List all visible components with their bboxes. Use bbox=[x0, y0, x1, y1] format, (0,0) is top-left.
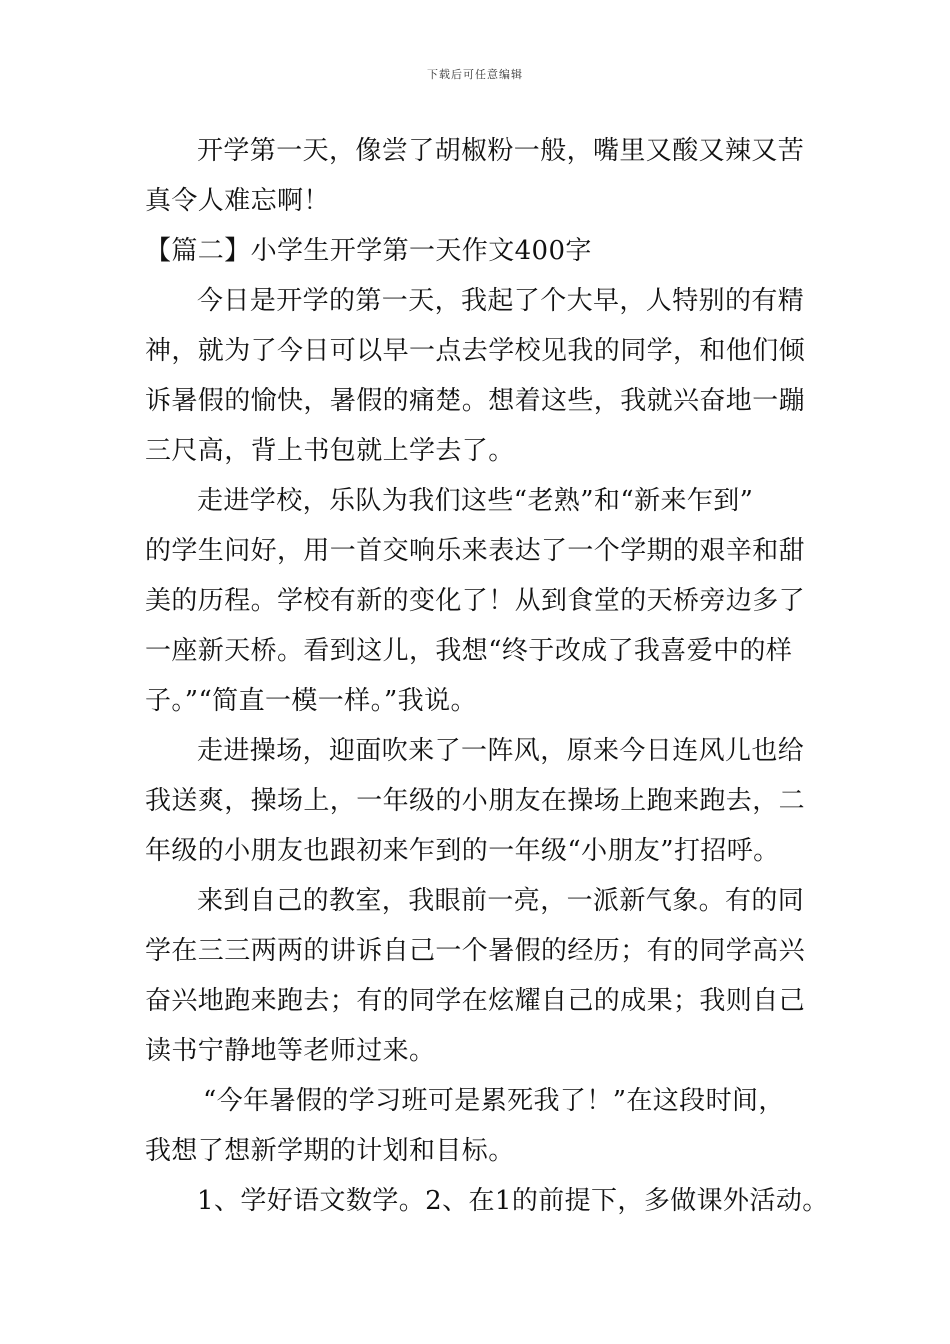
text-line: 读书宁静地等老师过来。 bbox=[145, 1036, 436, 1066]
text-line: 真令人难忘啊！ bbox=[145, 186, 330, 216]
text-line: 三尺高，背上书包就上学去了。 bbox=[145, 436, 515, 466]
text-line: 今日是开学的第一天，我起了个大早，人特别的有精 bbox=[197, 286, 805, 316]
text-line: 走进操场，迎面吹来了一阵风，原来今日连风儿也给 bbox=[197, 736, 805, 766]
text-line: 走进学校，乐队为我们这些“老熟”和“新来乍到” bbox=[197, 486, 754, 516]
text-line: 来到自己的教室，我眼前一亮，一派新气象。有的同 bbox=[197, 886, 805, 916]
text-line: 一座新天桥。看到这儿，我想“终于改成了我喜爱中的样 bbox=[145, 636, 793, 666]
text-line: 的学生问好，用一首交响乐来表达了一个学期的艰辛和甜 bbox=[145, 536, 806, 566]
text-line: 年级的小朋友也跟初来乍到的一年级“小朋友”打招呼。 bbox=[145, 836, 780, 866]
text-line: 学在三三两两的讲诉自己一个暑假的经历；有的同学高兴 bbox=[145, 936, 806, 966]
text-line: 我想了想新学期的计划和目标。 bbox=[145, 1136, 515, 1166]
text-line: 奋兴地跑来跑去；有的同学在炫耀自己的成果；我则自己 bbox=[145, 986, 806, 1016]
section-heading: 【篇二】小学生开学第一天作文400字 bbox=[145, 236, 592, 266]
text-line: 神，就为了今日可以早一点去学校见我的同学，和他们倾 bbox=[145, 336, 806, 366]
text-line: 1、学好语文数学。2、在1的前提下，多做课外活动。 bbox=[197, 1186, 829, 1216]
text-line: “今年暑假的学习班可是累死我了！”在这段时间， bbox=[203, 1086, 785, 1116]
text-line: 美的历程。学校有新的变化了！从到食堂的天桥旁边多了 bbox=[145, 586, 806, 616]
page-header-note: 下载后可任意编辑 bbox=[427, 68, 523, 81]
text-line: 开学第一天，像尝了胡椒粉一般，嘴里又酸又辣又苦 bbox=[197, 136, 805, 166]
text-line: 子。”“简直一模一样。”我说。 bbox=[145, 686, 477, 716]
document-body bbox=[145, 126, 829, 1226]
text-line: 诉暑假的愉快，暑假的痛楚。想着这些，我就兴奋地一蹦 bbox=[145, 386, 806, 416]
text-line: 我送爽，操场上，一年级的小朋友在操场上跑来跑去，二 bbox=[145, 786, 806, 816]
